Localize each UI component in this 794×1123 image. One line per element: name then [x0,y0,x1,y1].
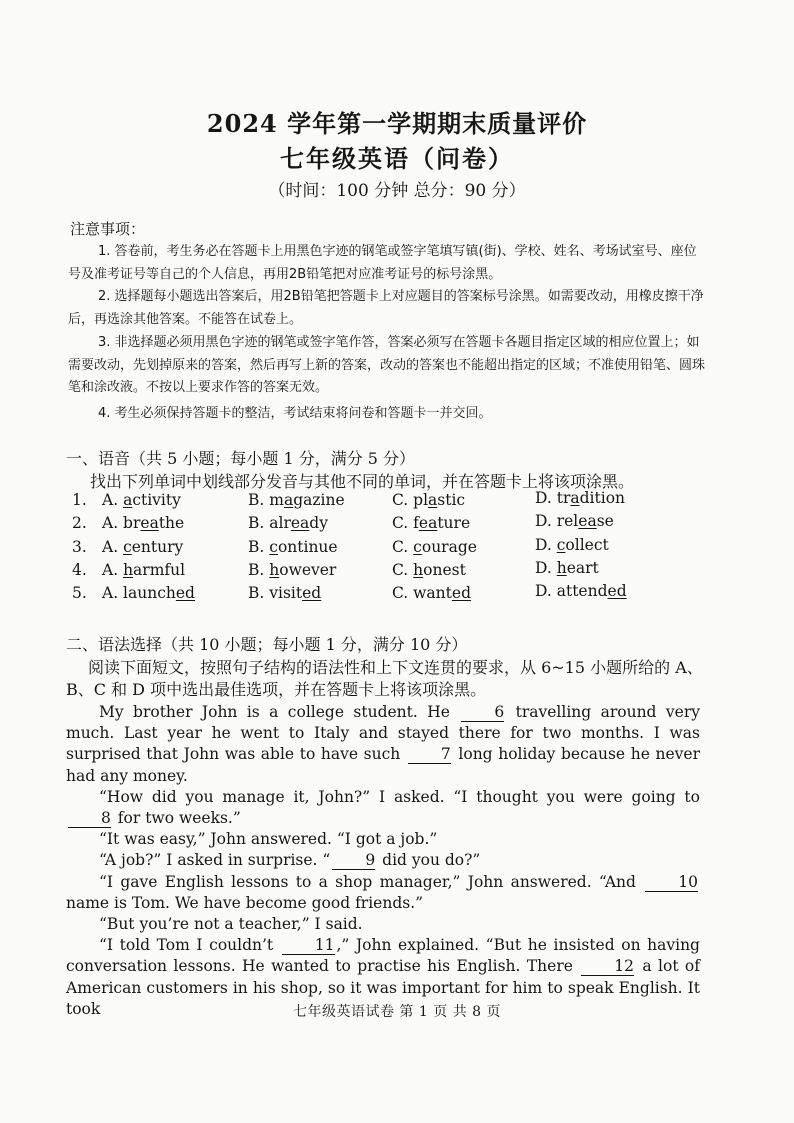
passage-paragraph: “A job?” I asked in surprise. “ 9 did you do?” [99,851,481,870]
option-d: D. tradition [535,489,626,507]
option-c: C. honest [392,561,466,579]
passage-paragraph: “But you’re not a teacher,” I said. [99,915,363,934]
question-row [72,538,712,561]
blank-6[interactable]: 6 [461,704,504,722]
section1-instruction: 找出下列单词中划线部分发音与其他不同的单词，并在答题卡上将该项涂黑。 [90,472,635,491]
question-row [72,561,712,584]
passage-paragraph: “I told Tom I couldn’t 11 ,” John explained. “But he insisted on having conversation lessons. He wanted to practise his English. There 12 a lot of American customers in his shop, so it was important for him to speak English. It took [66,936,700,1018]
exam-title: 2024 学年第一学期期末质量评价 [206,109,588,138]
option-d: D. attended [535,582,627,600]
passage-paragraph: “It was easy,” John answered. “I got a job.” [99,830,438,849]
blank-12[interactable]: 12 [581,958,634,976]
option-c: C. feature [392,514,471,532]
notice-title: 注意事项： [70,220,146,238]
option-c: C. plastic [392,491,466,509]
section1-heading: 一、语音（共 5 小题；每小题 1 分，满分 5 分） [66,449,416,468]
option-b: B. continue [248,538,338,556]
option-b: B. however [248,561,337,579]
option-a: A. activity [102,491,181,509]
question-row [72,491,712,514]
exam-subtitle: 七年级英语（问卷） [280,144,514,173]
option-a: A. breathe [102,514,185,532]
question-number: 5. [72,584,87,602]
section2-heading: 二、语法选择（共 10 小题；每小题 1 分，满分 10 分） [66,635,468,654]
notice-item: 1. 答卷前，考生务必在答题卡上用黑色字迹的钢笔或签字笔填写镇(街)、学校、姓名、考场试室号、座位号及准考证号等自己的个人信息，再用2B铅笔把对应准考证号的标号涂黑。 [68,244,697,282]
question-number: 3. [72,538,87,556]
question-number: 4. [72,561,87,579]
option-b: B. magazine [248,491,345,509]
blank-11[interactable]: 11 [282,937,335,955]
notice-item: 4. 考生必须保持答题卡的整洁，考试结束将问卷和答题卡一并交回。 [98,406,492,421]
question-number: 2. [72,514,87,532]
option-c: C. courage [392,538,477,556]
passage-paragraph: “How did you manage it, John?” I asked. “I thought you were going to 8 for two weeks.” [66,787,700,829]
question-row [72,514,712,537]
blank-9[interactable]: 9 [332,852,375,870]
question-row [72,584,712,607]
option-a: A. launched [102,584,195,602]
question-number: 1. [72,491,87,509]
option-a: A. century [102,538,184,556]
notice-item: 2. 选择题每小题选出答案后，用2B铅笔把答题卡上对应题目的答案标号涂黑。如需要改动，用橡皮擦干净后，再选涂其他答案。不能答在试卷上。 [68,289,704,327]
option-d: D. heart [535,559,599,577]
blank-10[interactable]: 10 [645,874,698,892]
page-footer: 七年级英语试卷 第 1 页 共 8 页 [292,1004,501,1020]
passage-paragraph: “I gave English lessons to a shop manager,” John answered. “And 10 name is Tom. We have become good friends.” [66,872,698,912]
section2-instruction: 阅读下面短文，按照句子结构的语法性和上下文连贯的要求，从 6~15 小题所给的 A、B、C 和 D 项中选出最佳选项，并在答题卡上将该项涂黑。 [66,658,703,699]
blank-7[interactable]: 7 [408,746,451,764]
option-c: C. wanted [392,584,471,602]
option-d: D. collect [535,536,609,554]
notice-item: 3. 非选择题必须用黑色字迹的钢笔或签字笔作答，答案必须写在答题卡各题目指定区域的相应位置上；如需要改动，先划掉原来的答案，然后再写上新的答案，改动的答案也不能超出指定的区域；不准使用铅笔、圆珠笔和涂改液。不按以上要求作答的答案无效。 [68,335,706,395]
time-info: （时间：100 分钟 总分：90 分） [268,181,526,201]
option-b: B. already [248,514,328,532]
passage-paragraph: My brother John is a college student. He 6 travelling around very much. Last year he went to Italy and stayed there for two months. I was surprised that John was able to have such 7 long holiday because he never had any money. [66,703,700,785]
option-b: B. visited [248,584,322,602]
option-d: D. release [535,512,614,530]
reading-passage [66,702,700,1020]
option-a: A. harmful [102,561,186,579]
blank-8[interactable]: 8 [68,810,111,828]
